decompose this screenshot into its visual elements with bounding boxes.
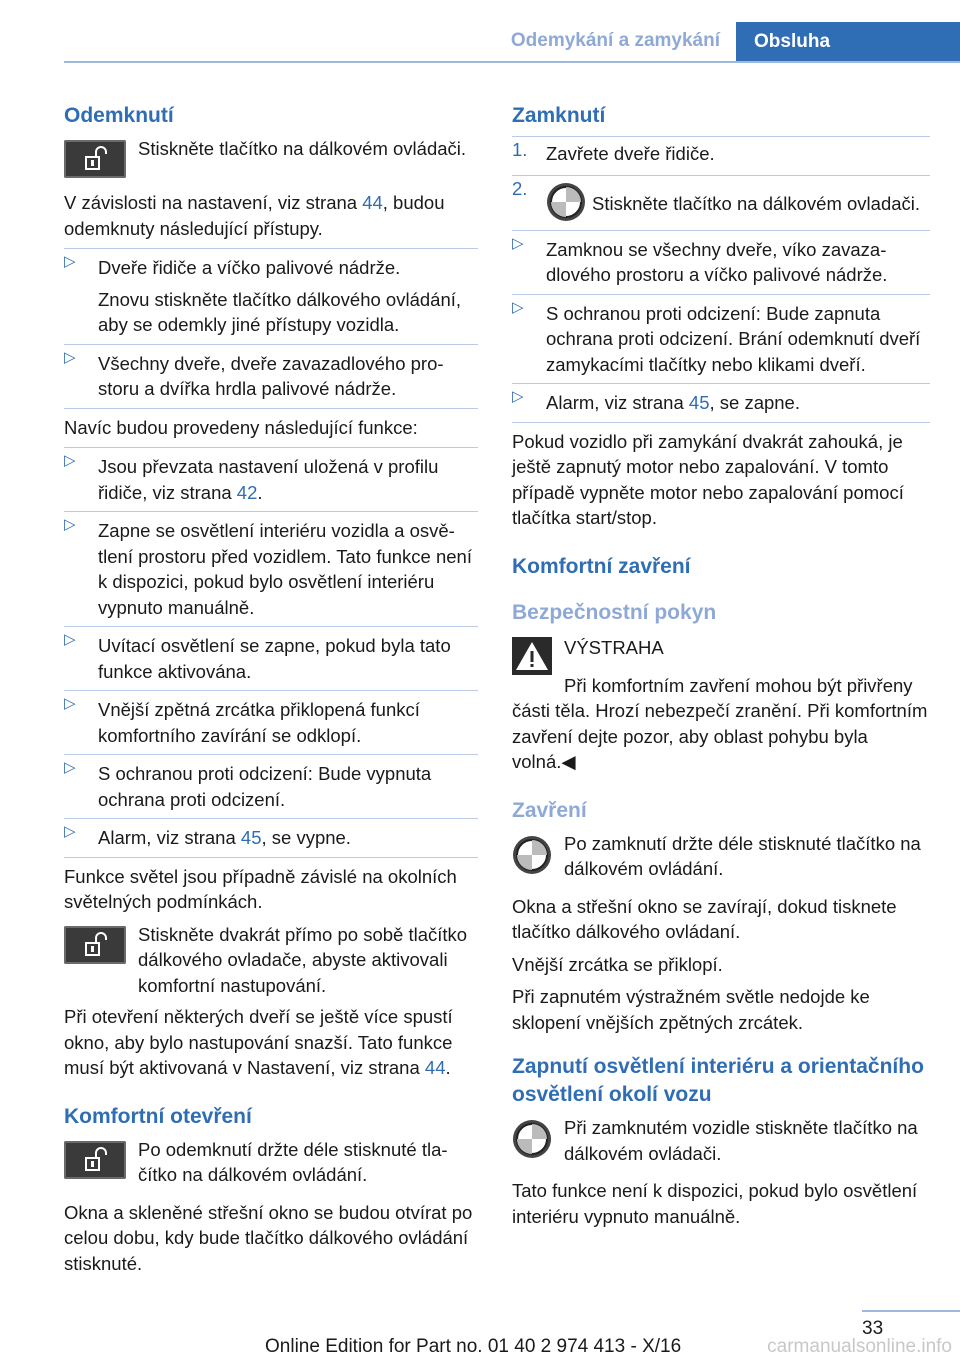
list-item: ▷ S ochranou proti odcizení: Bude vypnuta ochrana proti odcizení.: [64, 754, 478, 812]
access-list: [64, 248, 478, 402]
right-column: [512, 102, 930, 1236]
heading-lighting: Zapnutí osvětlení interiéru a orientačního osvětlení okolí vozu: [512, 1055, 924, 1106]
page-header: [0, 0, 960, 62]
lighting-instruction-text: Při zamknutém vozidle stiskněte tlačítko na dálkovém ovládači.: [564, 1117, 918, 1164]
bmw-logo-icon: [512, 1119, 552, 1159]
header-section-title: Odemykání a zamykání: [510, 30, 720, 51]
triangle-bullet-icon: ▷: [512, 234, 524, 252]
lights-text: Funkce světel jsou případně závislé na okolních světelných podmínkách.: [64, 857, 478, 915]
list-item: ▷ S ochranou proti odcizení: Bude zapnuta ochrana proti odcizení. Brání odemknutí dveří zamykacími tlačítky nebo klikami dveří.: [512, 294, 930, 378]
list-item: ▷ Alarm, viz strana 45, se vypne.: [64, 818, 478, 851]
close-text-1: Okna a střešní okno se zavírají, dokud tisknete tlačítko dálkového ovládaní.: [512, 895, 897, 942]
unlock-key-icon: [64, 1141, 126, 1179]
warning-text: Při komfortním zavření mohou být přivřeny části těla. Hrozí nebezpečí zranění. Při komfortním zavření dejte pozor, aby oblast pohybu byla volná.◀: [512, 674, 928, 772]
triangle-bullet-icon: ▷: [64, 452, 76, 469]
lighting-text: Tato funkce není k dispozici, pokud bylo osvětlení interiéru vypnuto manuálně.: [512, 1180, 918, 1227]
page-link-45[interactable]: 45: [688, 392, 710, 413]
step-item: 2. Stiskněte tlačítko na dálkovém ovladači.: [512, 175, 930, 222]
close-instruction-text: Po zamknutí držte déle stisknuté tlačítko na dálkovém ovládání.: [564, 832, 921, 879]
edition-text: Online Edition for Part no. 01 40 2 974 413 - X/16: [265, 1336, 682, 1357]
triangle-bullet-icon: ▷: [64, 823, 76, 840]
page-link-44[interactable]: 44: [424, 1057, 446, 1078]
left-column: [64, 102, 478, 1283]
lighting-instruction: [512, 1115, 930, 1166]
comfort-open-text: Okna a skleněné střešní okno se budou otvírat po celou dobu, kdy bude tlačítko dálkového ovládání stisknuté.: [64, 1201, 473, 1274]
unlock-key-icon: [64, 140, 126, 178]
double-press-text: Stiskněte dvakrát přímo po sobě tlačítko dálkového ovladače, abyste aktivovali komfortní nastupování.: [138, 923, 468, 996]
header-chapter-tab: Obsluha: [736, 22, 960, 62]
page-link-45[interactable]: 45: [240, 827, 262, 848]
heading-lock: Zamknutí: [512, 104, 606, 127]
triangle-bullet-icon: ▷: [64, 695, 76, 712]
comfort-open-instruction-text: Po odemknutí držte déle stisknuté tlačítko na dálkovém ovládání.: [138, 1138, 448, 1185]
list-item: ▷ Jsou převzata nastavení uložená v profilu řidiče, viz strana 42.: [64, 447, 478, 505]
bmw-logo-icon: [512, 835, 552, 875]
functions-list: [64, 447, 478, 851]
header-rule: [64, 61, 960, 63]
triangle-bullet-icon: ▷: [64, 516, 76, 533]
heading-comfort-close: Komfortní zavření: [512, 554, 691, 578]
bmw-logo-icon: [546, 182, 586, 222]
triangle-bullet-icon: ▷: [64, 631, 76, 648]
page-number: 33: [862, 1318, 884, 1339]
triangle-bullet-icon: ▷: [64, 348, 76, 366]
double-press-instruction: [64, 922, 478, 999]
list-item: ▷ Alarm, viz strana 45, se zapne.: [512, 383, 930, 416]
unlock-instruction: [64, 136, 478, 178]
comfort-open-instruction: [64, 1137, 478, 1188]
watermark: carmanualsonline.info: [767, 1336, 952, 1357]
list-item: ▷ Dveře řidiče a víčko palivové nádrže. Znovu stiskněte tlačítko dálkového ovládání, aby se odemkly jiné přístupy vozidla.: [64, 248, 478, 338]
page-link-42[interactable]: 42: [236, 481, 258, 503]
unlock-depends-text: V závislosti na nastavení, viz strana 44, budou odemknuty následující přístupy.: [64, 192, 445, 239]
triangle-bullet-icon: ▷: [64, 253, 76, 270]
list-item: ▷ Vnější zpětná zrcátka přiklopená funkcí komfortního zavírání se odklopí.: [64, 690, 478, 748]
heading-comfort-open: Komfortní otevření: [64, 1104, 252, 1128]
functions-intro: Navíc budou provedeny následující funkce:: [64, 408, 478, 441]
list-item: ▷ Zapne se osvětlení interiéru vozidla a osvětlení prostoru před vozidlem. Tato funkce není k dispozici, pokud bylo osvětlení interiéru vypnuto manuálně.: [64, 511, 478, 620]
honk-text: Pokud vozidlo při zamykání dvakrát zahouká, je ještě zapnutý motor nebo zapalování. V tomto případě vypněte motor nebo zapalování pomocí tlačítka start/stop.: [512, 422, 930, 531]
close-text-3: Při zapnutém výstražném světle nedojde ke sklopení vnějších zpětných zrcátek.: [512, 986, 870, 1033]
heading-safety: Bezpečnostní pokyn: [512, 600, 717, 624]
warning-block: [512, 633, 930, 675]
warning-triangle-icon: [512, 637, 552, 675]
unlock-key-icon: [64, 926, 126, 964]
step-item: 1. Zavřete dveře řidiče.: [512, 136, 930, 167]
close-text-2: Vnější zrcátka se přiklopí.: [512, 953, 723, 975]
opening-text: Při otevření některých dveří se ještě více spustí okno, aby bylo nastupování snazší. Tato funkce musí být aktivovaná v Nastavení, viz strana 44.: [64, 1006, 453, 1078]
list-item: ▷ Zamknou se všechny dveře, víko zavazadlového prostoru a víčko palivové nádrže.: [512, 230, 930, 288]
page-link-44[interactable]: 44: [362, 192, 383, 213]
list-item: ▷ Uvítací osvětlení se zapne, pokud byla tato funkce aktivována.: [64, 626, 478, 684]
heading-close: Zavření: [512, 798, 587, 822]
warning-label: VÝSTRAHA: [564, 636, 664, 658]
list-item: ▷ Všechny dveře, dveře zavazadlového prostoru a dvířka hrdla palivové nádrže.: [64, 344, 478, 402]
unlock-instruction-text: Stiskněte tlačítko na dálkovém ovládači.: [138, 138, 467, 159]
triangle-bullet-icon: ▷: [512, 388, 524, 405]
triangle-bullet-icon: ▷: [64, 759, 76, 776]
footer-rule: [862, 1310, 960, 1312]
close-instruction: [512, 831, 930, 882]
heading-unlock: Odemknutí: [64, 104, 174, 127]
lock-effects-list: [512, 230, 930, 416]
lock-steps: [512, 136, 930, 222]
triangle-bullet-icon: ▷: [512, 298, 524, 316]
